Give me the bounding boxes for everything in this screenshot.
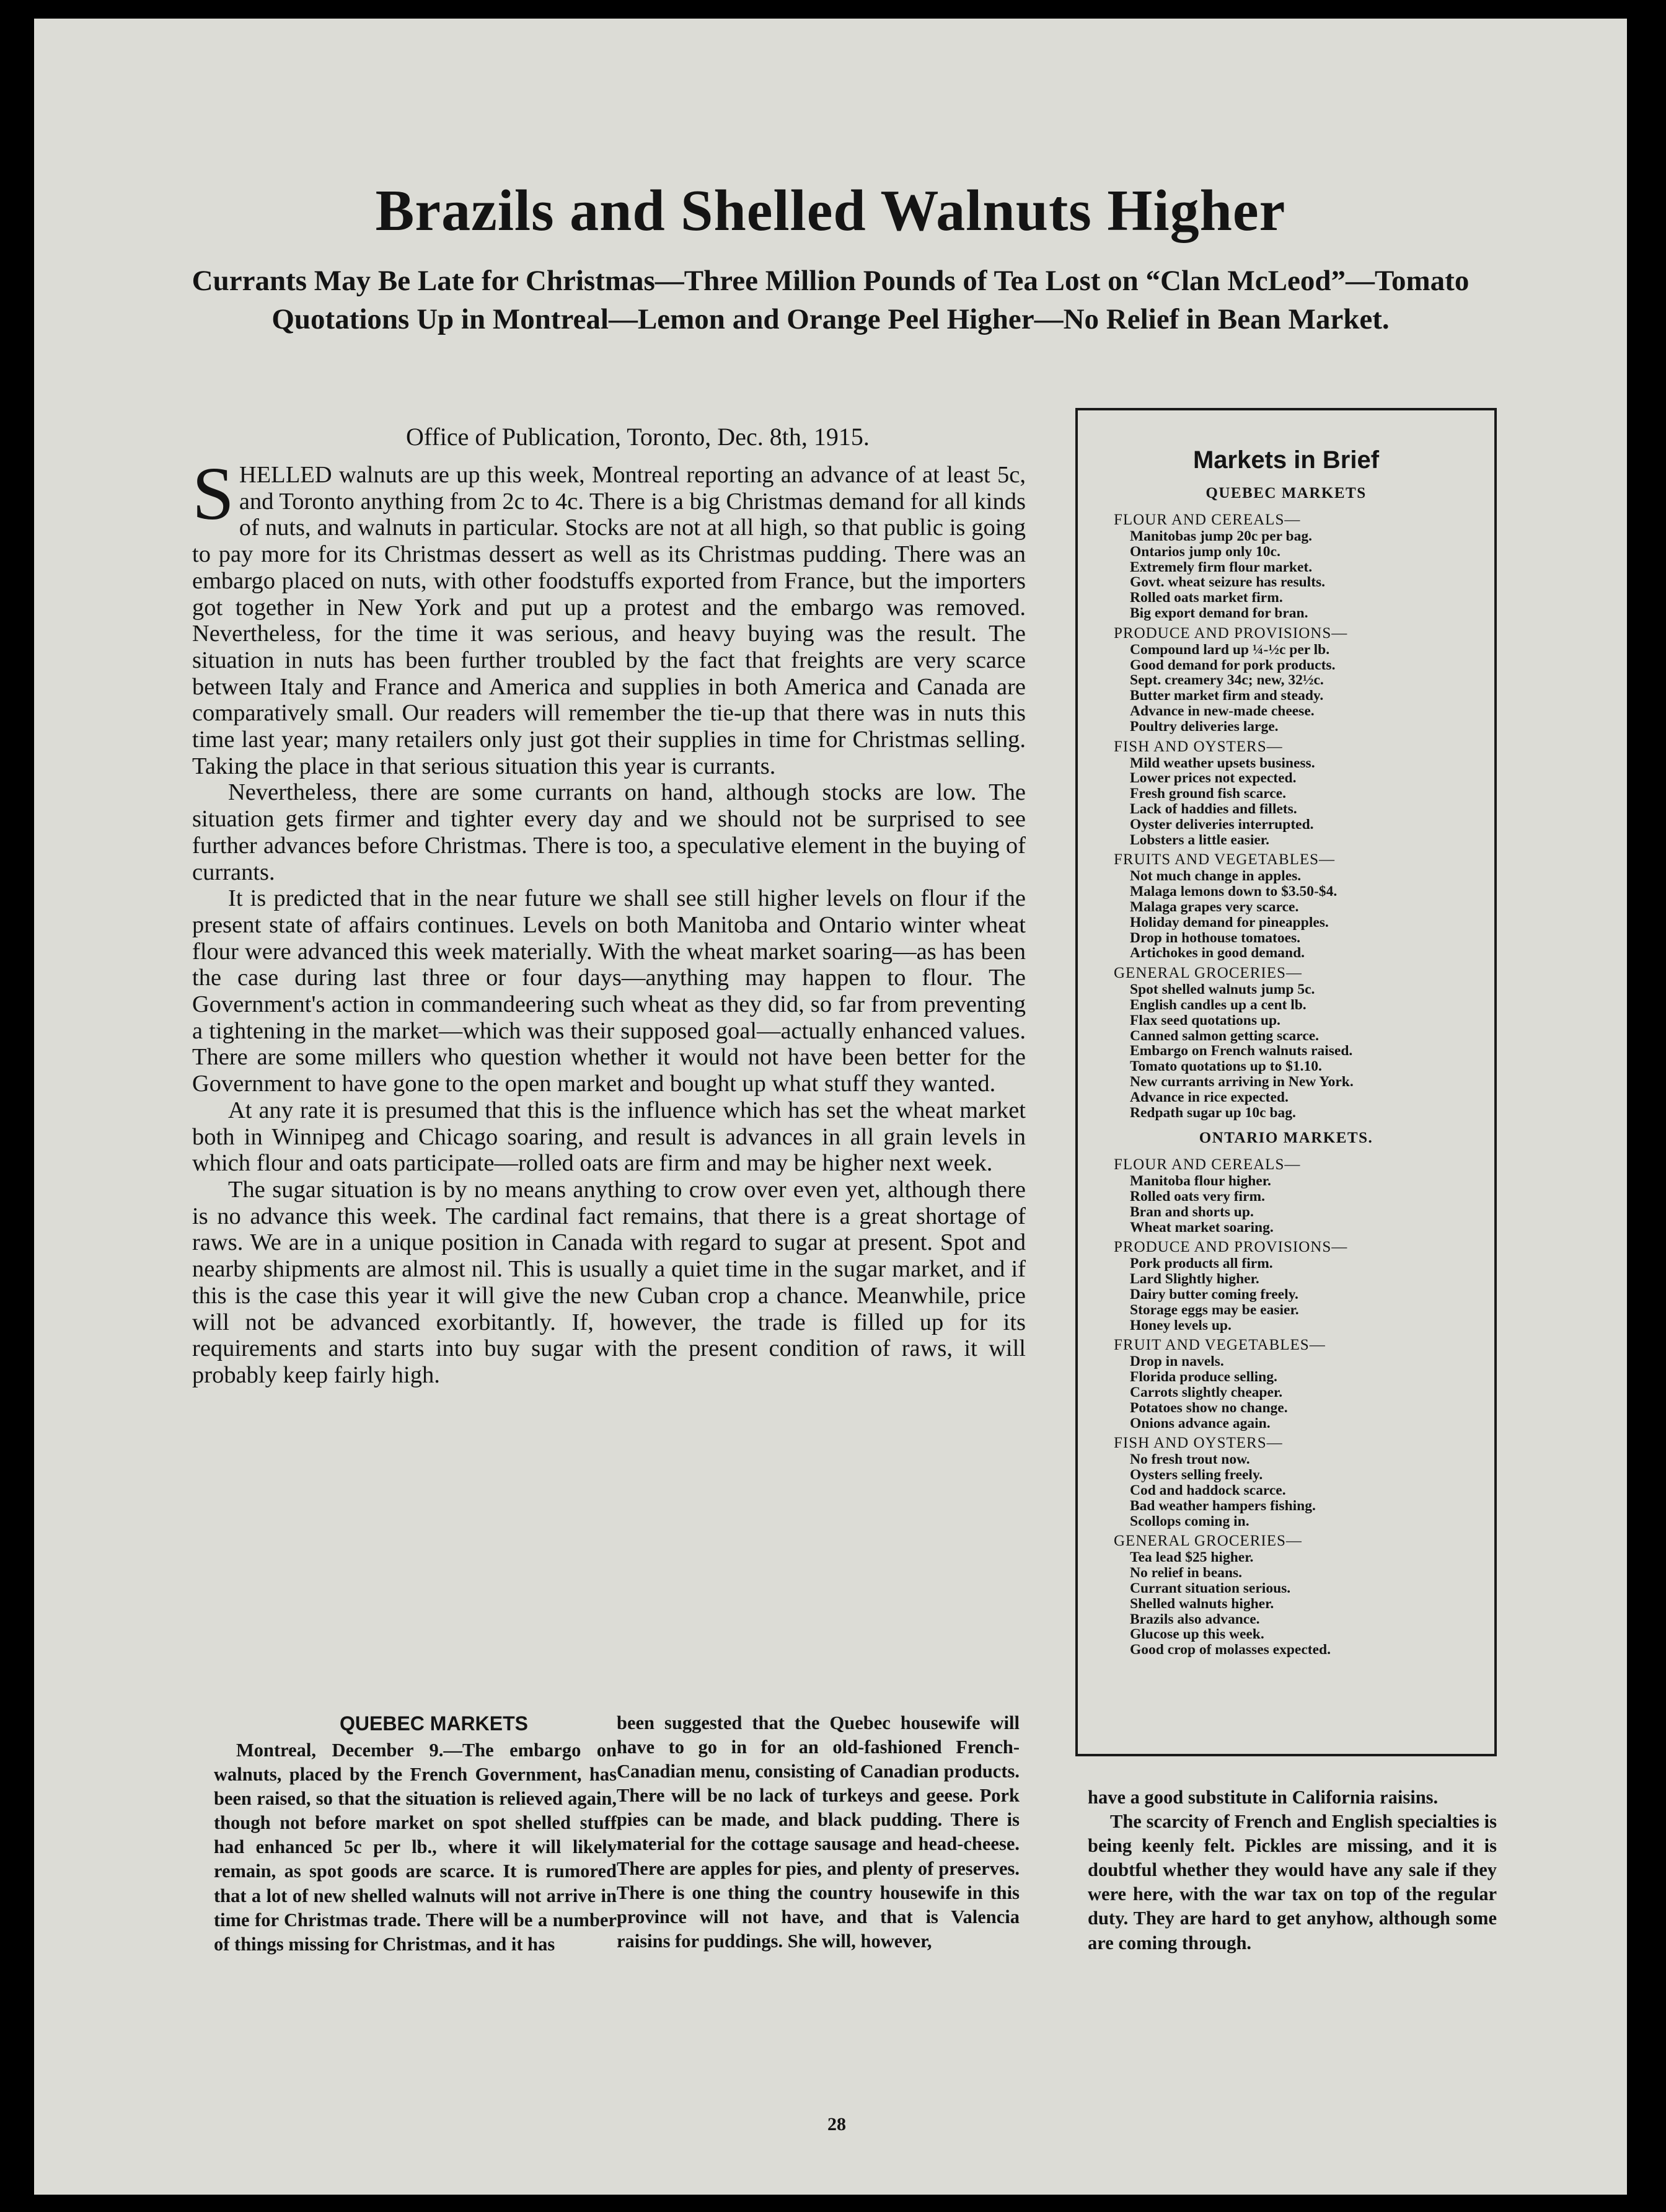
- sidebar-item: Compound lard up ¼-½c per lb.: [1130, 641, 1330, 658]
- dateline: Office of Publication, Toronto, Dec. 8th, 1915.: [406, 423, 870, 451]
- sidebar-item: Carrots slightly cheaper.: [1130, 1384, 1283, 1401]
- sidebar-item: Onions advance again.: [1130, 1415, 1271, 1431]
- sidebar-item: Lack of haddies and fillets.: [1130, 800, 1297, 817]
- sidebar-item: Wheat market soaring.: [1130, 1219, 1274, 1236]
- sidebar-section-heading: GENERAL GROCERIES—: [1114, 1533, 1302, 1550]
- headline: Brazils and Shelled Walnuts Higher: [375, 179, 1286, 243]
- sidebar-item: Fresh ground fish scarce.: [1130, 785, 1286, 802]
- sidebar-item: Sept. creamery 34c; new, 32½c.: [1130, 672, 1324, 689]
- sidebar-ontario-body: [1078, 1156, 1494, 1658]
- sidebar-item: Govt. wheat seizure has results.: [1130, 574, 1326, 591]
- drop-cap: S: [192, 452, 234, 536]
- sidebar-quebec-body: [1078, 511, 1494, 1120]
- sidebar-section-heading: FISH AND OYSTERS—: [1114, 1435, 1283, 1452]
- sidebar-section-heading: FLOUR AND CEREALS—: [1114, 511, 1301, 528]
- sidebar-item: Drop in hothouse tomatoes.: [1130, 929, 1301, 946]
- sidebar-item: Honey levels up.: [1130, 1317, 1232, 1334]
- article-paragraph-3: It is predicted that in the near future we shall see still higher levels on flour if the present state of affairs continues. Levels on both Manitoba and Ontario winter wheat flour were advanced this week materially. With the wheat market soaring—as has been the case during last three or four days—anything may happen to flour. The Government's action in commandeering such wheat as they did, so far from preventing a tightening in the market—which was their supposed goal—actually enhanced values. There are some millers who question whether it would not have been better for the Government to have gone to the open market and bought up what stuff they wanted.: [192, 885, 1026, 1097]
- sidebar-item: Redpath sugar up 10c bag.: [1130, 1104, 1296, 1121]
- sidebar-item: Advance in rice expected.: [1130, 1089, 1289, 1105]
- sidebar-section-heading: FLOUR AND CEREALS—: [1114, 1156, 1301, 1174]
- sidebar-ontario-heading: ONTARIO MARKETS.: [1199, 1130, 1373, 1147]
- quebec-col1-text: Montreal, December 9.—The embargo on walnuts, placed by the French Government, has been raised, so that the situation is relieved again, though not before market on spot shelled stuff had enhanced 5c per lb., where it will likely remain, as spot goods are scarce. It is rumored that a lot of new shelled walnuts will not arrive in time for Christmas trade. There will be a number of things missing for Christmas, and it has: [214, 1740, 617, 1955]
- sidebar-section-heading: FISH AND OYSTERS—: [1114, 738, 1283, 755]
- quebec-markets-column-1: [214, 1711, 617, 1957]
- sidebar-item: Drop in navels.: [1130, 1353, 1224, 1370]
- sidebar-item: Big export demand for bran.: [1130, 604, 1308, 621]
- sidebar-item: Potatoes show no change.: [1130, 1399, 1288, 1416]
- markets-in-brief-box: [1075, 408, 1497, 1756]
- quebec-col3-paragraph-1: have a good substitute in California raisins.: [1088, 1787, 1439, 1808]
- sidebar-item: Lard Slightly higher.: [1130, 1271, 1259, 1288]
- sidebar-item: Oyster deliveries interrupted.: [1130, 816, 1314, 833]
- sidebar-item: Butter market firm and steady.: [1130, 688, 1324, 704]
- sidebar-section-heading: PRODUCE AND PROVISIONS—: [1114, 624, 1348, 642]
- sidebar-item: Mild weather upsets business.: [1130, 754, 1315, 771]
- sidebar-item: Bran and shorts up.: [1130, 1203, 1254, 1220]
- sidebar-item: Brazils also advance.: [1130, 1611, 1260, 1627]
- sidebar-item: Tomato quotations up to $1.10.: [1130, 1058, 1322, 1075]
- sidebar-item: Malaga grapes very scarce.: [1130, 898, 1299, 915]
- sidebar-item: Bad weather hampers fishing.: [1130, 1497, 1316, 1514]
- magazine-page: [34, 19, 1627, 2195]
- sidebar-title: Markets in Brief: [1192, 446, 1380, 474]
- sidebar-item: Storage eggs may be easier.: [1130, 1301, 1299, 1318]
- sidebar-item: No fresh trout now.: [1130, 1451, 1250, 1468]
- quebec-markets-column-3: [1088, 1785, 1497, 1955]
- sidebar-item: Pork products all firm.: [1130, 1255, 1273, 1272]
- sidebar-section-heading: GENERAL GROCERIES—: [1114, 965, 1302, 982]
- sidebar-item: New currants arriving in New York.: [1130, 1073, 1354, 1090]
- sidebar-item: No relief in beans.: [1130, 1565, 1243, 1582]
- sidebar-item: Advance in new-made cheese.: [1130, 702, 1315, 719]
- sidebar-item: Good crop of molasses expected.: [1130, 1642, 1331, 1658]
- quebec-markets-heading: QUEBEC MARKETS: [339, 1712, 528, 1735]
- sidebar-item: Good demand for pork products.: [1130, 657, 1336, 673]
- sidebar-item: Florida produce selling.: [1130, 1369, 1277, 1386]
- sidebar-item: Manitoba flour higher.: [1130, 1173, 1271, 1190]
- sidebar-item: English candles up a cent lb.: [1130, 996, 1307, 1013]
- sidebar-item: Oysters selling freely.: [1130, 1467, 1263, 1484]
- sidebar-item: Flax seed quotations up.: [1130, 1012, 1280, 1029]
- quebec-markets-column-2: [617, 1711, 1020, 1953]
- sidebar-section-heading: FRUIT AND VEGETABLES—: [1114, 1337, 1326, 1354]
- article-paragraph-5: The sugar situation is by no means anything to crow over even yet, although there is no advance this week. The cardinal fact remains, that there is a great shortage of raws. We are in a unique position in Canada with regard to sugar at present. Spot and nearby shipments are almost nil. This is usually a quiet time in the sugar market, and if this is the case this year it will give the new Cuban crop a chance. Meanwhile, price will not be advanced exorbitantly. If, however, the trade is filled up for its requirements and starts into buy sugar with the present condition of raws, it will probably keep fairly high.: [192, 1176, 1026, 1388]
- sidebar-item: Not much change in apples.: [1130, 868, 1302, 885]
- sidebar-item: Poultry deliveries large.: [1130, 718, 1279, 735]
- sidebar-item: Canned salmon getting scarce.: [1130, 1027, 1320, 1044]
- sidebar-item: Currant situation serious.: [1130, 1580, 1291, 1597]
- sidebar-item: Tea lead $25 higher.: [1130, 1549, 1254, 1566]
- sidebar-item: Ontarios jump only 10c.: [1130, 543, 1280, 560]
- page-number: 28: [827, 2114, 846, 2135]
- sidebar-item: Dairy butter coming freely.: [1130, 1286, 1298, 1303]
- subheadline: Currants May Be Late for Christmas—Three Million Pounds of Tea Lost on “Clan McLeod”—Tomato Quotations Up in Montreal—Lemon and Orange Peel Higher—No Relief in Bean Market.: [192, 265, 1470, 335]
- sidebar-item: Glucose up this week.: [1130, 1626, 1264, 1643]
- sidebar-item: Artichokes in good demand.: [1130, 945, 1305, 962]
- sidebar-item: Lobsters a little easier.: [1130, 831, 1269, 848]
- sidebar-quebec-heading: QUEBEC MARKETS: [1205, 485, 1367, 502]
- sidebar-item: Extremely firm flour market.: [1130, 559, 1313, 575]
- quebec-col3-paragraph-2: The scarcity of French and English specialties is being keenly felt. Pickles are missing, and it is doubtful whether they would have any sale if they were here, with the war tax on top of the regular duty. They are hard to get anyhow, although some are coming through.: [1088, 1811, 1497, 1953]
- sidebar-item: Holiday demand for pineapples.: [1130, 914, 1329, 931]
- sidebar-item: Lower prices not expected.: [1130, 770, 1297, 787]
- sidebar-item: Malaga lemons down to $3.50-$4.: [1130, 883, 1338, 900]
- article-paragraph-2: Nevertheless, there are some currants on hand, although stocks are low. The situation gets firmer and tighter every day and we should not be surprised to see further advances before Christmas. There is too, a speculative element in the buying of currants.: [192, 779, 1026, 885]
- sidebar-item: Scollops coming in.: [1130, 1513, 1250, 1529]
- sidebar-item: Rolled oats very firm.: [1130, 1188, 1265, 1205]
- quebec-col2-text: been suggested that the Quebec housewife will have to go in for an old-fashioned French-Canadian menu, consisting of Canadian products. There will be no lack of turkeys and geese. Pork pies can be made, and black pudding. There is material for the cottage sausage and head-cheese. There are apples for pies, and plenty of preserves. There is one thing the country housewife in this province will not have, and that is Valencia raisins for puddings. She will, however,: [617, 1712, 1020, 1952]
- article-paragraph-1-text: HELLED walnuts are up this week, Montreal reporting an advance of at least 5c, and Toronto anything from 2c to 4c. There is a big Christmas demand for all kinds of nuts, and walnuts in particular. Stocks are not at all high, so that public is going to pay more for its Christmas dessert as well as its Christmas pudding. There was an embargo placed on nuts, with other foodstuffs exported from France, but the importers got together in New York and put up a protest and the embargo was removed. Nevertheless, for the time it was serious, and heavy buying was the result. The situation in nuts has been further troubled by the fact that freights are very scarce between Italy and France and America and supplies in both America and Canada are comparatively small. Our readers will remember the tie-up that there was in nuts this time last year; many retailers only just got their supplies in time for Christmas selling. Taking the place in that serious situation this year is currants.: [192, 462, 1026, 779]
- sidebar-item: Shelled walnuts higher.: [1130, 1595, 1274, 1612]
- article-paragraph-4: At any rate it is presumed that this is the influence which has set the wheat market both in Winnipeg and Chicago soaring, and result is advances in all grain levels in which flour and oats participate—rolled oats are firm and may be higher next week.: [192, 1097, 1026, 1177]
- main-article: [192, 452, 1026, 1389]
- sidebar-item: Spot shelled walnuts jump 5c.: [1130, 981, 1315, 998]
- sidebar-section-heading: FRUITS AND VEGETABLES—: [1114, 851, 1336, 869]
- sidebar-item: Rolled oats market firm.: [1130, 590, 1283, 606]
- sidebar-section-heading: PRODUCE AND PROVISIONS—: [1114, 1239, 1348, 1256]
- sidebar-item: Cod and haddock scarce.: [1130, 1482, 1286, 1499]
- sidebar-item: Manitobas jump 20c per bag.: [1130, 528, 1312, 544]
- sidebar-item: Embargo on French walnuts raised.: [1130, 1043, 1353, 1060]
- article-paragraph-1: [192, 452, 1026, 779]
